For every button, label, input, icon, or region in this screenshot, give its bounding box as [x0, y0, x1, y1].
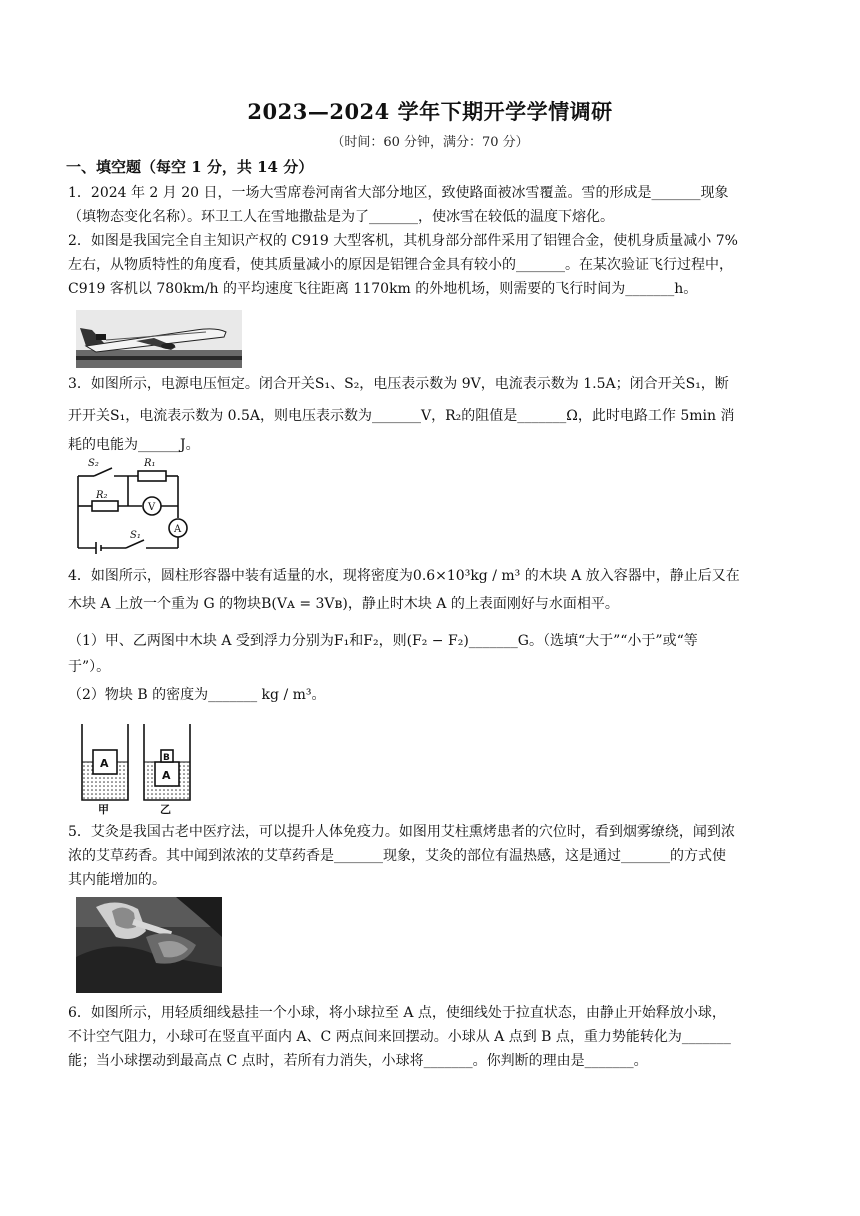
q3-line-2: 开开关S₁，电流表示数为 0.5A，则电压表示数为_______V，R₂的阻值是_______Ω，此时电路工作 5min 消 [68, 408, 735, 424]
moxibustion-photo [76, 897, 222, 993]
q2-line-2: 左右，从物质特性的角度看，使其质量减小的原因是铝锂合金具有较小的_______。在某次验证飞行过程中， [68, 257, 733, 273]
exam-title: 2023—2024 学年下期开学学情调研 [247, 99, 613, 124]
q5-line-1: 5．艾灸是我国古老中医疗法，可以提升人体免疫力。如图用艾柱熏烤患者的穴位时，看到烟雾缭绕，闻到浓 [68, 824, 735, 840]
exam-subtitle: （时间：60 分钟，满分：70 分） [331, 135, 529, 150]
label-r1: R₁ [144, 458, 156, 469]
q2-line-1: 2．如图是我国完全自主知识产权的 C919 大型客机，其机身部分部件采用了铝锂合金，使机身质量减小 7% [68, 233, 738, 249]
q6-line-2: 不计空气阻力，小球可在竖直平面内 A、C 两点间来回摆动。小球从 A 点到 B 点，重力势能转化为_______ [68, 1029, 731, 1045]
q4-line-5: （2）物块 B 的密度为_______ kg / m³。 [68, 687, 326, 703]
q3-line-3: 耗的电能为______J。 [68, 437, 200, 453]
label-block-b: B [163, 753, 170, 763]
label-block-a-1: A [100, 757, 109, 770]
q5-line-2: 浓的艾草药香。其中闻到浓浓的艾草药香是_______现象，艾灸的部位有温热感，这是通过_______的方式使 [68, 848, 726, 864]
label-ammeter: A [174, 524, 182, 535]
q4-line-1: 4．如图所示，圆柱形容器中装有适量的水，现将密度为0.6×10³kg / m³ 的木块 A 放入容器中，静止后又在 [68, 568, 740, 584]
label-r2: R₂ [96, 490, 108, 501]
q1-line-1: 1．2024 年 2 月 20 日，一场大雪席卷河南省大部分地区，致使路面被冰雪覆盖。雪的形成是_______现象 [68, 185, 729, 201]
q4-line-4: 于”）。 [68, 659, 111, 675]
q6-line-1: 6．如图所示，用轻质细线悬挂一个小球，将小球拉至 A 点，使细线处于拉直状态，由静止开始释放小球， [68, 1005, 726, 1021]
airplane-photo [76, 310, 242, 368]
q2-line-3: C919 客机以 780km/h 的平均速度飞往距离 1170km 的外地机场，则需要的飞行时间为_______h。 [68, 281, 698, 297]
q3-line-1: 3．如图所示，电源电压恒定。闭合开关S₁、S₂，电压表示数为 9V，电流表示数为 1.5A；闭合开关S₁，断 [68, 376, 729, 392]
label-voltmeter: V [148, 502, 156, 513]
q4-line-3: （1）甲、乙两图中木块 A 受到浮力分别为F₁和F₂，则(F₂ − F₂)_______G。（选填“大于”“小于”或“等 [68, 633, 698, 649]
label-block-a-2: A [162, 769, 171, 782]
label-yi: 乙 [160, 803, 171, 816]
q4-line-2: 木块 A 上放一个重为 G 的物块B(Vᴀ = 3Vʙ)，静止时木块 A 的上表面刚好与水面相平。 [68, 596, 619, 612]
q5-line-3: 其内能增加的。 [68, 872, 166, 888]
q6-line-3: 能；当小球摆动到最高点 C 点时，若所有力消失，小球将_______。你判断的理由是_______。 [68, 1053, 648, 1069]
section-heading: 一、填空题（每空 1 分，共 14 分） [66, 158, 314, 176]
label-s2: S₂ [88, 458, 99, 469]
label-s1: S₁ [130, 530, 141, 541]
label-jia: 甲 [98, 803, 109, 816]
buoyancy-diagram [74, 720, 204, 816]
circuit-diagram [74, 456, 192, 554]
q1-line-2: （填物态变化名称）。环卫工人在雪地撒盐是为了_______，使冰雪在较低的温度下熔化。 [68, 209, 614, 225]
